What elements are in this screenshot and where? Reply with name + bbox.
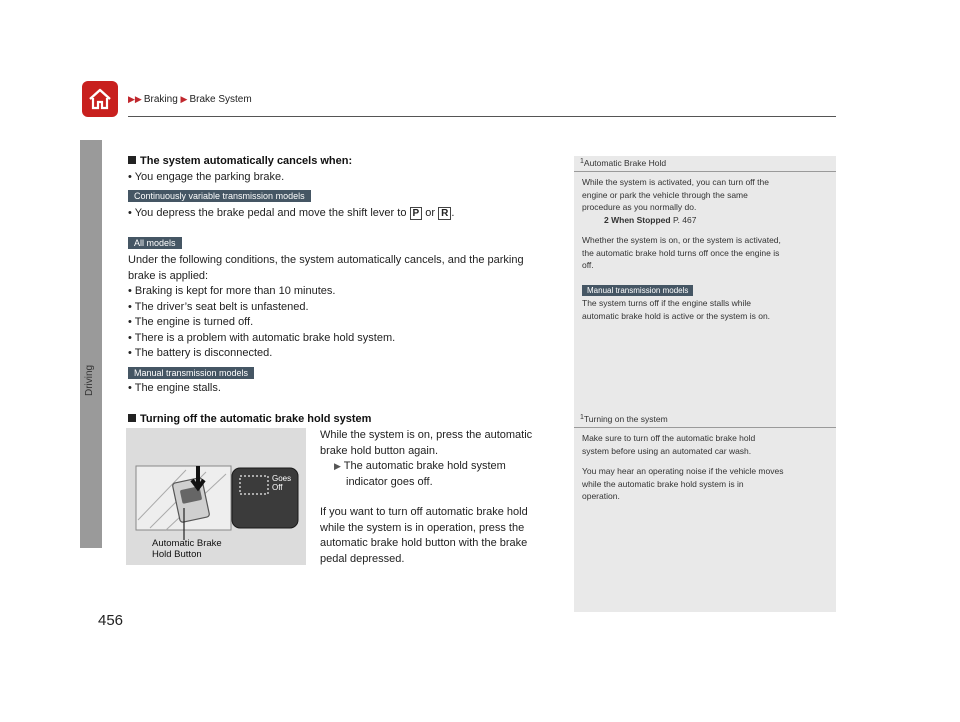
note-turning-on-system [574,412,836,503]
cross-reference-icon: 2 [604,214,609,225]
shift-key-r: R [438,207,451,220]
square-bullet-icon [128,414,136,422]
breadcrumb-brake-system[interactable]: Brake System [189,94,252,105]
note-title [580,158,836,168]
paragraph-line: indicator goes off. [346,475,433,488]
paragraph-line: While the system is on, press the automatic [320,429,533,441]
goes-off-label [272,474,291,492]
breadcrumb-braking[interactable]: Braking [143,94,178,105]
list-item: • There is a problem with automatic brake hold system. [128,331,396,344]
notes-panel [574,156,836,612]
note-title-text: Turning on the system [583,414,668,424]
list-item-text: The battery is disconnected. [134,347,273,359]
list-item-text: You depress the brake pedal and move the shift lever to [134,207,407,219]
cross-reference-link[interactable] [582,214,828,227]
list-item-text: There is a problem with automatic brake hold system. [134,331,396,344]
arrow-right-icon: ▶ [334,461,341,471]
section-heading-text: Turning off the automatic brake hold system [140,413,372,425]
goes-off-line: Goes [272,474,292,483]
cross-reference-title[interactable]: When Stopped [611,214,671,225]
chevron-right-icon: ▶▶ [128,94,142,104]
note-line: You may hear an operating noise if the vehicle moves [582,466,784,476]
shift-key-p: P [410,207,423,220]
conditions-paragraph [128,253,558,362]
list-item-text: You engage the parking brake. [134,171,285,183]
list-item: • The engine stalls. [128,382,221,394]
chapter-sidebar [80,140,102,548]
note-spacer [582,457,828,465]
note-line: Make sure to turn off the automatic brake hold [582,433,756,443]
tag-manual-models: Manual transmission models [582,285,693,296]
cross-reference-page[interactable]: P. 467 [672,214,697,225]
note-line: while the automatic brake hold system is in [582,478,744,489]
paragraph-line: The automatic brake hold system [343,460,506,472]
note-title [580,414,836,424]
paragraph-line: brake hold button again. [320,444,439,457]
note-line: While the system is activated, you can turn off the [582,177,769,187]
caption-line: Automatic Brake [152,538,222,549]
paragraph-line: If you want to turn off automatic brake hold [320,506,528,518]
list-item: • The driver’s seat belt is unfastened. [128,300,309,313]
paragraph-line: pedal depressed. [320,552,405,565]
note-spacer [582,226,828,234]
tag-all-models: All models [128,237,182,249]
header-divider [128,116,836,117]
chevron-right-icon: ▶ [180,94,188,104]
home-icon [87,87,113,111]
list-item-text: or [425,207,436,219]
page-number: 456 [98,612,124,629]
note-line: procedure as you normally do. [582,202,697,212]
list-item-text: The engine is turned off. [134,316,254,328]
goes-off-line: Off [272,483,283,492]
note-line: engine or park the vehicle through the same [582,189,748,200]
chapter-label: Driving [84,364,95,396]
list-item: • The battery is disconnected. [128,347,273,359]
note-line: off. [582,260,594,270]
list-item-text: Braking is kept for more than 10 minutes. [134,285,336,297]
note-body [574,428,836,503]
breadcrumb [128,94,252,105]
list-item: • The engine is turned off. [128,316,254,328]
reference-marker-icon: 1 [580,158,584,165]
paragraph-line: Under the following conditions, the system automatically cancels, and the parking [128,254,524,266]
section-heading-turning-off [128,413,371,425]
figure-caption [152,538,222,560]
list-item-text: The engine stalls. [134,382,221,394]
note-line: system before using an automated car wash. [582,445,752,456]
section-heading-text: The system automatically cancels when: [140,155,353,167]
note-line: Whether the system is on, or the system is activated, [582,235,781,245]
list-item-text: . [451,207,455,219]
caption-line: Hold Button [152,549,202,560]
note-line: The system turns off if the engine stalls while [582,298,751,308]
paragraph-line: while the system is in operation, press the [320,521,525,534]
tag-cvt-models: Continuously variable transmission models [128,190,311,202]
list-item: • Braking is kept for more than 10 minutes. [128,285,336,297]
note-body [574,172,836,322]
reference-marker-icon: 1 [580,414,584,421]
note-line: operation. [582,491,620,501]
note-line: the automatic brake hold turns off once the engine is [582,247,780,258]
note-line: automatic brake hold is active or the system is on. [582,310,771,321]
section-heading-cancels [128,155,352,167]
square-bullet-icon [128,156,136,164]
note-automatic-brake-hold [574,156,836,322]
indicator-note [320,459,560,475]
paragraph-spacer [320,490,560,505]
turnoff-paragraph [320,428,560,567]
home-button[interactable] [82,81,118,117]
paragraph-line: automatic brake hold button with the brake [320,537,528,549]
tag-manual-models: Manual transmission models [128,367,254,379]
paragraph-line: brake is applied: [128,269,209,282]
note-spacer [582,272,828,284]
note-title-text: Automatic Brake Hold [583,158,667,168]
list-item: • You engage the parking brake. [128,171,285,183]
list-item-text: The driver’s seat belt is unfastened. [134,300,309,313]
list-item: • You depress the brake pedal and move the shift lever to P or R . [128,207,455,219]
brake-hold-button-figure [126,428,306,565]
